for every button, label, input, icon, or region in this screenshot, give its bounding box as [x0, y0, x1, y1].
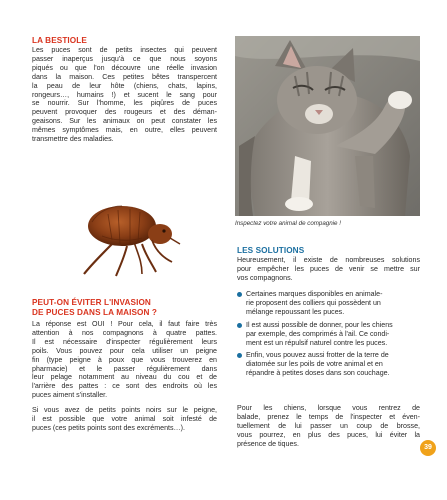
text-line: geaisons. Sur les animaux on peut constater les: [32, 117, 217, 126]
text-line: tuellement de lui passer un coup de brosse,: [237, 421, 420, 430]
text-line: Certaines marques disponibles en animale-: [246, 290, 383, 298]
text-line: Il est aussi possible de donner, pour les chiens: [246, 320, 393, 329]
text-line: fin (type peigne à poux que vous trouverez en: [32, 355, 217, 364]
text-line: La réponse est OUI ! Pour cela, il faut faire très: [32, 320, 217, 328]
text-line: par exemple, des comprimés à l'ail. Ce condi-: [246, 329, 390, 338]
text-line: piqués ou que l'on découvre une réelle invasion: [32, 63, 217, 72]
photo-caption: Inspectez votre animal de compagnie !: [235, 220, 341, 227]
list-item: [237, 321, 420, 348]
text-line: passer inaperçus jusqu'à ce que nous soyons: [32, 54, 217, 63]
text-line: mélange repoussant les puces.: [246, 307, 345, 316]
text-line: balade, prenez le temps de l'inspecter et éven-: [237, 412, 420, 421]
text-line: peuvent provoquer des rougeurs et des déman-: [32, 108, 217, 117]
text-line: leur pelage notamment au niveau du cou et de: [32, 373, 217, 382]
cat-photo: [235, 36, 420, 216]
heading-invasion-line-1: PEUT-ON ÉVITER L'INVASION: [32, 298, 151, 307]
text-line: l'arrière des pattes : ce sont des endroits où les: [32, 382, 217, 391]
text-line: il est possible que votre animal soit infesté de: [32, 414, 217, 423]
text-line: répandre à petites doses dans son couchage.: [246, 369, 390, 378]
text-line: transmettre des maladies.: [32, 135, 114, 144]
text-line: Pour les chiens, lorsque vous rentrez de: [237, 404, 420, 412]
text-line: vos compagnons.: [237, 273, 293, 282]
text-line: diatomée sur les poils de votre animal et en: [246, 360, 383, 369]
text-line: attention à nos compagnons à quatre pattes.: [32, 328, 217, 337]
text-line: mêmes symptômes mais, en outre, elles peuvent: [32, 126, 217, 135]
bullet-icon: [237, 323, 242, 328]
text-line: Enfin, vous pouvez aussi frotter de la terre de: [246, 351, 389, 360]
text-line: dans la maison. Ces petites bêtes transpercent: [32, 72, 217, 81]
paragraph-bestiole: [32, 46, 217, 144]
text-line: se nourrir. Sur l'homme, les piqûres de puces: [32, 99, 217, 108]
text-line: Il est nécessaire d'inspecter régulièrement leurs: [32, 337, 217, 346]
heading-invasion-line-2: DE PUCES DANS LA MAISON ?: [32, 308, 158, 317]
list-item: [237, 290, 420, 317]
bullet-icon: [237, 353, 242, 358]
heading-la-bestiole: LA BESTIOLE: [32, 36, 87, 45]
page-number-badge: 39: [420, 440, 436, 456]
text-line: pharmacie) et le passer régulièrement dans: [32, 364, 217, 373]
solutions-list: [237, 290, 420, 382]
heading-solutions: LES SOLUTIONS: [237, 246, 305, 255]
text-line: rie proposent des colliers qui possèdent un: [246, 298, 381, 307]
text-line: Les puces sont de petits insectes qui peuvent: [32, 46, 217, 54]
text-line: rongeurs…, humains !) et sucent le sang pour: [32, 90, 217, 99]
text-line: vous pourrez, en plus des puces, lui éviter la: [237, 430, 420, 439]
text-line: Si vous avez de petits points noirs sur le peigne,: [32, 406, 217, 414]
paragraph-chiens: [237, 404, 420, 449]
text-line: poils. Vous pouvez pour cela utiliser un peigne: [32, 346, 217, 355]
text-line: puces (ces petits points sont des excréments…).: [32, 423, 185, 432]
paragraph-invasion: [32, 320, 217, 400]
paragraph-solutions-intro: [237, 256, 420, 283]
list-item: [237, 351, 420, 378]
text-line: puces aiment s'installer.: [32, 391, 108, 400]
text-line: la peau de leur hôte (chiens, chats, lapins,: [32, 81, 217, 90]
text-line: ment est un répulsif naturel contre les puces.: [246, 338, 388, 347]
text-line: présence de tiques.: [237, 439, 299, 448]
flea-illustration: [72, 196, 182, 278]
text-line: pour empêcher les puces de venir se mettre sur: [237, 264, 420, 273]
paragraph-points-noirs: [32, 406, 217, 433]
cat-scratching-image: [235, 36, 420, 216]
text-line: Heureusement, il existe de nombreuses solutions: [237, 256, 420, 264]
bullet-icon: [237, 292, 242, 297]
